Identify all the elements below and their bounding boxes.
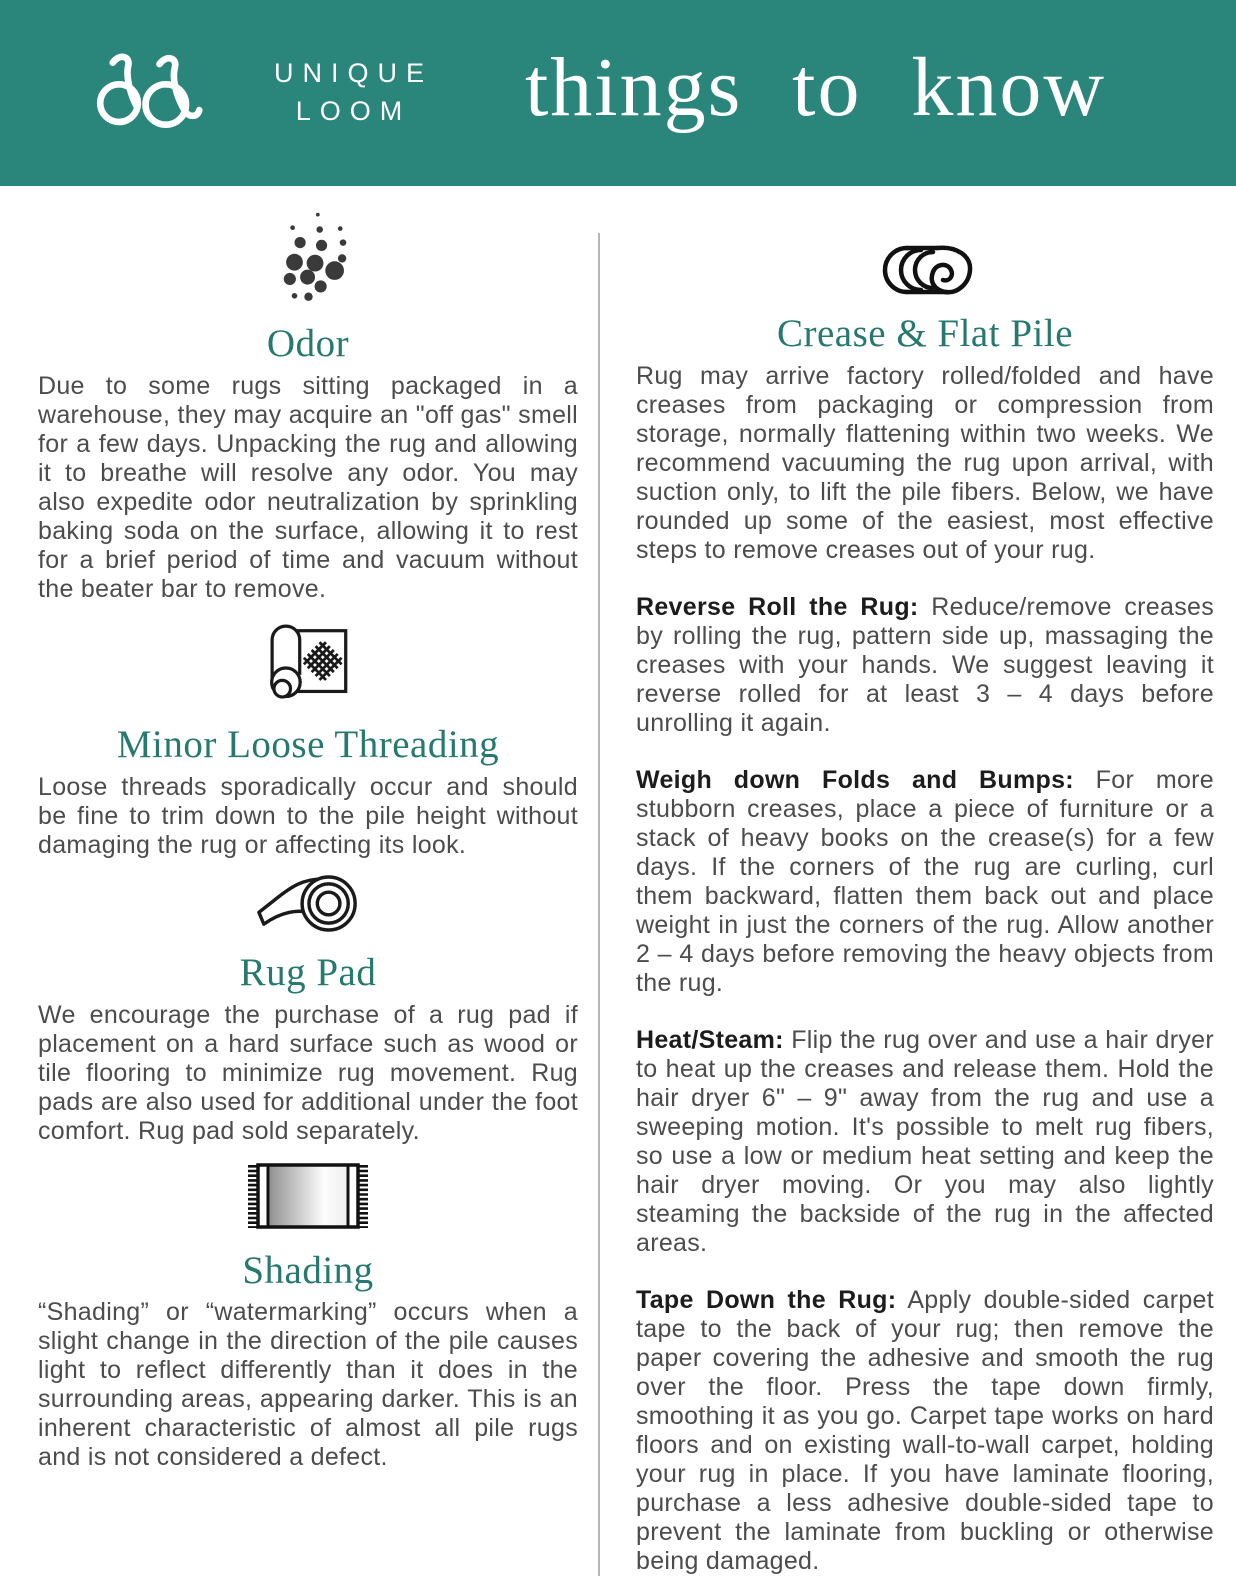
tip-label: Tape Down the Rug: (636, 1285, 897, 1314)
section-heading: Minor Loose Threading (116, 722, 500, 766)
section-odor (38, 209, 578, 604)
brand-line-1: UNIQUE (274, 58, 434, 89)
section-heading: Odor (266, 322, 350, 365)
tip-label: Reverse Roll the Rug: (636, 592, 919, 621)
tip-weigh-down (636, 766, 1214, 998)
header-banner (0, 0, 1236, 186)
rolled-rug-icon (875, 243, 975, 297)
tip-label: Weigh down Folds and Bumps: (636, 765, 1074, 794)
page-title: things to know (524, 40, 1107, 134)
brand-block (96, 52, 433, 134)
unique-loom-logo-icon (96, 52, 246, 134)
brand-line-2: LOOM (295, 96, 412, 126)
section-minor-loose-threading (38, 616, 578, 860)
tip-body: For more stubborn creases, place a piece of furniture or a stack of heavy books on the crease(s) for a few days. If the corners of the rug are curling, curl them backward, flatten them back out and place weight in just the corners of the rug. Allow another 2 – 4 days before removing the heavy objects from the rug. (636, 765, 1214, 997)
section-rug-pad (38, 872, 578, 1146)
left-column (38, 209, 578, 1576)
tip-body: Apply double-sided carpet tape to the back of your rug; then remove the paper covering the adhesive and smooth the rug over the floor. Press the tape down firmly, smoothing it as you go. Carpet tape works on hard floors and on existing wall-to-wall carpet, holding your rug in place. If you have laminate flooring, purchase a less adhesive double-sided tape to prevent the laminate from buckling or otherwise being damaged. (636, 1285, 1215, 1575)
section-body: Loose threads sporadically occur and should be fine to trim down to the pile height without damaging the rug or affecting its look. (38, 772, 578, 859)
tip-reverse-roll (636, 593, 1214, 738)
odor-dots-icon (261, 209, 356, 307)
section-heading: Crease & Flat Pile (776, 312, 1074, 355)
tip-body: Reduce/remove creases by rolling the rug, pattern side up, massaging the creases with your hands. We suggest leaving it reverse rolled for at least 3 – 4 days before unrolling it again. (636, 592, 1215, 737)
right-column (636, 209, 1216, 1576)
section-body: We encourage the purchase of a rug pad if placement on a hard surface such as wood or tile flooring to minimize rug movement. Rug pads are also used for additional under the foot comfort. Rug pad sold separately. (38, 1000, 578, 1145)
section-heading: Shading (242, 1248, 374, 1292)
tip-heat-steam (636, 1026, 1214, 1258)
rug-roll-crosshatch-icon (265, 616, 351, 708)
tip-label: Heat/Steam: (636, 1025, 784, 1054)
rug-pad-roll-icon (254, 872, 362, 936)
tip-tape-down (636, 1286, 1214, 1576)
tip-body: Flip the rug over and use a hair dryer to heat up the creases and release them. Hold the hair dryer 6" – 9" away from the rug and use a sweeping motion. It's possible to melt rug fibers, so use a low or medium heat setting and keep the hair dryer moving. Or you may also lightly steaming the backside of the rug in the affected areas. (636, 1025, 1215, 1257)
content-area (0, 186, 1236, 1576)
flat-rug-fringe-icon (244, 1158, 372, 1234)
section-shading (38, 1158, 578, 1473)
section-body: “Shading” or “watermarking” occurs when a slight change in the direction of the pile causes light to reflect differently than it does in the surrounding areas, appearing darker. This is an inherent characteristic of almost all pile rugs and is not considered a defect. (38, 1298, 578, 1472)
brand-name (274, 55, 433, 131)
section-body: Due to some rugs sitting packaged in a warehouse, they may acquire an "off gas" smell for a few days. Unpacking the rug and allowing it to breathe will resolve any odor. You may also expedite odor neutralization by sprinkling baking soda on the surface, allowing it to rest for a brief period of time and vacuum without the beater bar to remove. (38, 371, 578, 603)
section-heading: Rug Pad (239, 950, 377, 994)
crease-intro: Rug may arrive factory rolled/folded and have creases from packaging or compression from storage, normally flattening within two weeks. We recommend vacuuming the rug upon arrival, with suction only, to lift the pile fibers. Below, we have rounded up some of the easiest, most effective steps to remove creases out of your rug. (636, 361, 1214, 564)
column-divider (598, 233, 600, 1576)
